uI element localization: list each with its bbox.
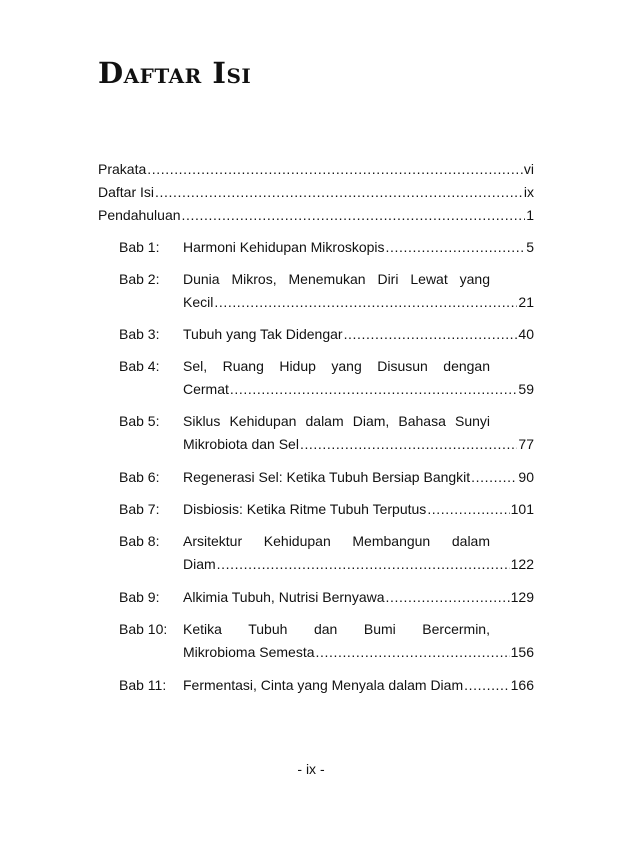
dot-leader [230,378,518,401]
chapter-title-line [183,323,534,346]
chapter-title: Tubuh yang Tak Didengar [183,326,343,342]
toc-page-number: ix [523,184,534,200]
chapter-title-line [183,498,534,521]
toc-page-number: 166 [510,677,534,693]
chapter-number: Bab 5: [119,413,160,429]
chapter-title-line [183,378,534,401]
chapter-title-line [183,236,534,259]
dot-leader [427,498,509,521]
toc-page-number: 101 [510,501,534,517]
dot-leader [386,586,510,609]
chapter-title-line [183,291,534,314]
chapter-number: Bab 7: [119,501,160,517]
chapter-title-continued: Kecil [183,294,214,310]
chapter-number: Bab 3: [119,326,160,342]
toc-page-number: 40 [518,326,534,342]
chapter-title: Harmoni Kehidupan Mikroskopis [183,239,385,255]
chapter-title: Alkimia Tubuh, Nutrisi Bernyawa [183,589,385,605]
chapter-title-first-line: Ketika Tubuh dan Bumi Bercermin, [183,621,490,637]
chapter-title-line [183,466,534,489]
chapter-title-first-line: Sel, Ruang Hidup yang Disusun dengan [183,358,490,374]
chapter-number: Bab 2: [119,271,160,287]
page-footer-number: - ix - [297,761,325,777]
toc-page-number: vi [523,161,534,177]
chapter-title: Disbiosis: Ketika Ritme Tubuh Terputus [183,501,427,517]
toc-page-number: 129 [510,589,534,605]
chapter-number: Bab 4: [119,358,160,374]
toc-page-number: 59 [518,381,534,397]
chapter-title: Fermentasi, Cinta yang Menyala dalam Diam [183,677,464,693]
toc-label: Prakata [98,161,147,177]
toc-label: Pendahuluan [98,207,181,223]
toc-page-number: 77 [518,436,534,452]
toc-entry-prakata[interactable] [98,158,534,181]
dot-leader [316,641,510,664]
toc-entry-pendahuluan[interactable] [98,204,534,227]
chapter-number: Bab 6: [119,469,160,485]
chapter-number: Bab 8: [119,533,160,549]
chapter-title-line [183,641,534,664]
dot-leader [344,323,518,346]
chapter-title: Regenerasi Sel: Ketika Tubuh Bersiap Bangkit [183,469,471,485]
dot-leader [155,181,523,204]
chapter-title-line [183,553,534,576]
toc-page-number: 21 [518,294,534,310]
dot-leader [214,291,517,314]
chapter-number: Bab 11: [119,677,167,693]
page-title: Daftar Isi [98,56,252,90]
toc-page-number: 5 [526,239,534,255]
chapter-title-first-line: Siklus Kehidupan dalam Diam, Bahasa Sunyi [183,413,490,429]
toc-page-number: 122 [510,556,534,572]
dot-leader [182,204,526,227]
dot-leader [386,236,526,259]
toc-label: Daftar Isi [98,184,155,200]
toc-entry-daftar-isi[interactable] [98,181,534,204]
chapter-number: Bab 1: [119,239,160,255]
chapter-title-continued: Diam [183,556,216,572]
chapter-title-line [183,674,534,697]
chapter-title-first-line: Arsitektur Kehidupan Membangun dalam [183,533,490,549]
dot-leader [147,158,523,181]
chapter-title-line [183,433,534,456]
chapter-title-continued: Cermat [183,381,229,397]
toc-page-number: 90 [518,469,534,485]
chapter-title-continued: Mikrobiota dan Sel [183,436,299,452]
toc-page-number: 1 [526,207,534,223]
dot-leader [471,466,517,489]
dot-leader [217,553,510,576]
chapter-title-continued: Mikrobioma Semesta [183,644,315,660]
chapter-number: Bab 10: [119,621,168,637]
chapter-number: Bab 9: [119,589,160,605]
dot-leader [464,674,510,697]
chapter-title-line [183,586,534,609]
dot-leader [300,433,517,456]
toc-page-number: 156 [510,644,534,660]
chapter-title-first-line: Dunia Mikros, Menemukan Diri Lewat yang [183,271,490,287]
